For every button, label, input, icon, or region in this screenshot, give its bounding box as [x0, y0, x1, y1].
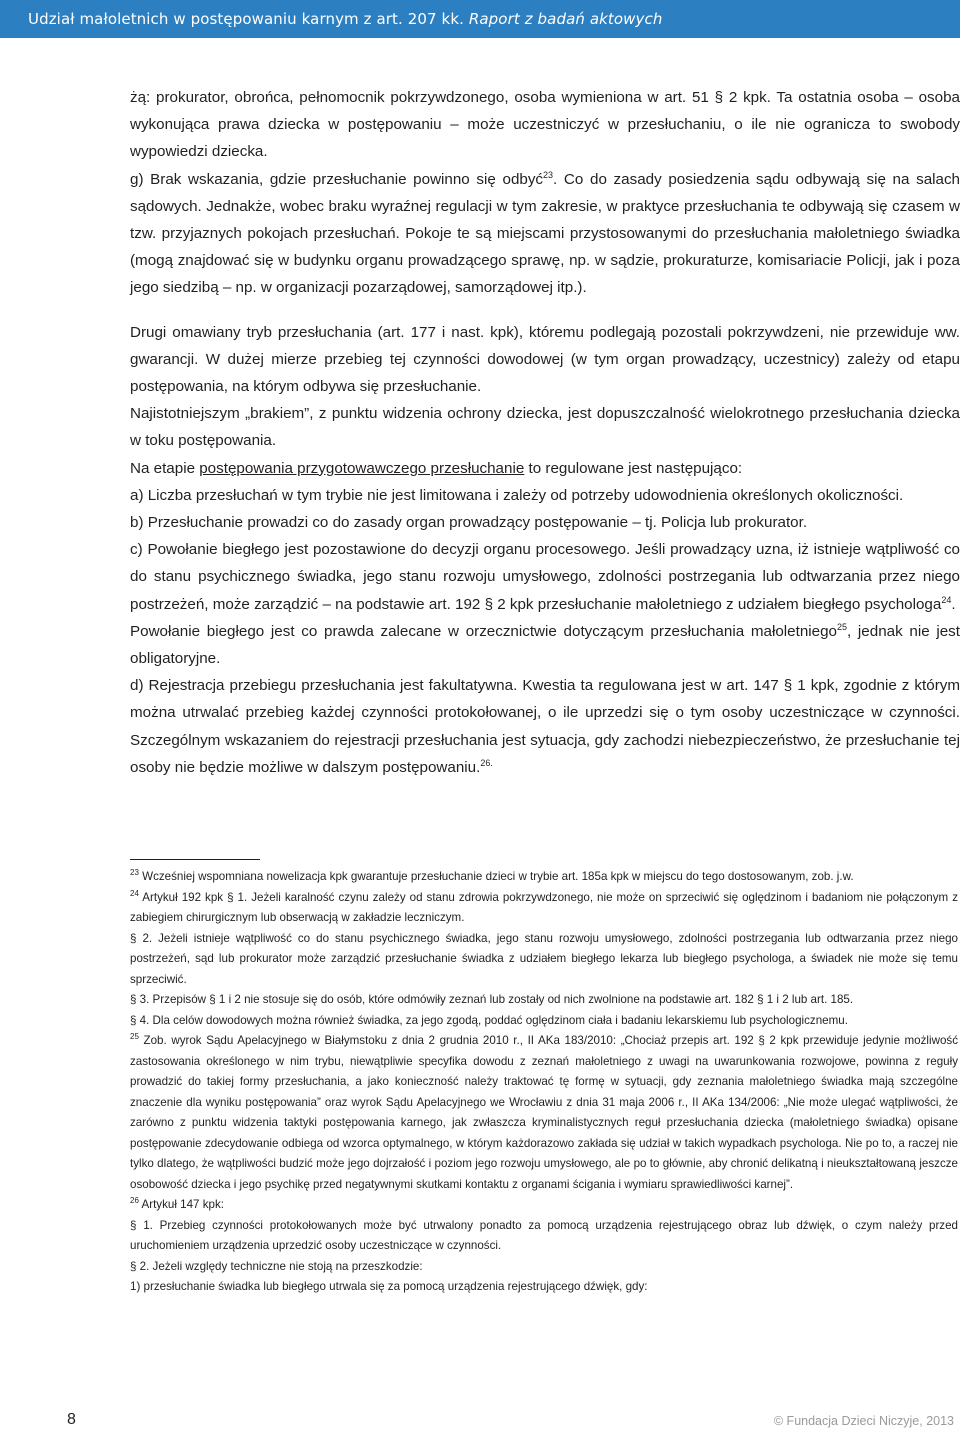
footnote: $^{23}$ Wcześniej wspomniana nowelizacja kpk gwarantuje przesłuchanie dzieci w trybie art. 185a kpk w miejscu do tego dostosowanym, zob. j.w. [130, 868, 854, 883]
footnote-separator [130, 859, 260, 860]
paragraph: Na etapie postępowania przygotowawczego przesłuchanie to regulowane jest następująco: [130, 459, 743, 477]
footnotes [130, 867, 958, 1298]
footnote-ref: 24 [941, 594, 952, 605]
header-title-italic: Raport z badań aktowych [468, 10, 663, 28]
footnote: $^{26}$ Artykuł 147 kpk: [130, 1196, 224, 1211]
footnote: $^{24}$ Artykuł 192 kpk § 1. Jeżeli karalność czynu zależy od stanu zdrowia pokrzywdzonego, nie może on sprzeciwić się oględzinom i badaniom nie połączonym z zabiegiem chirurgicznym lub obserwacją w zakładzie leczniczym. [130, 888, 958, 924]
main-text [130, 84, 960, 781]
footnote: § 4. Dla celów dowodowych można również świadka, za jego zgodą, poddać oględzinom ciała i badaniu lekarskiemu lub psychologicznemu. [130, 1013, 848, 1027]
paragraph: Drugi omawiany tryb przesłuchania (art. 177 i nast. kpk), któremu podlegają pozostali pokrzywdzeni, nie przewiduje ww. gwarancji. W dużej mierze przebieg tej czynności dowodowej (w tym organ prowadzący, uczestnicy) zależy od etapu postępowania, na którym odbywa się przesłuchanie. [130, 323, 960, 396]
footnote: § 3. Przepisów § 1 i 2 nie stosuje się do osób, które odmówiły zeznań lub zostały od nich zwolnione na podstawie art. 182 § 1 i 2 lub art. 185. [130, 993, 854, 1006]
paragraph: d) Rejestracja przebiegu przesłuchania jest fakultatywna. Kwestia ta regulowana jest w art. 147 § 1 kpk, zgodnie z którym można utrwalać przebieg każdej czynności protokołowanej, o ile uprzedzi się o tym osoby uczestniczące w czynności. Szczególnym wskazaniem do rejestracji przesłuchania jest sytuacja, gdy zachodzi niebezpieczeństwo, że przesłuchanie tej osoby nie będzie możliwe w dalszym postępowaniu.$^{26.}$ [130, 677, 960, 776]
header-title-plain: Udział małoletnich w postępowaniu karnym z art. 207 kk. [28, 10, 469, 28]
paragraph: a) Liczba przesłuchań w tym trybie nie jest limitowana i zależy od potrzeby udowodnienia określonych okoliczności. [130, 486, 904, 504]
paragraph: Najistotniejszym „brakiem”, z punktu widzenia ochrony dziecka, jest dopuszczalność wielokrotnego przesłuchania dziecka w toku postępowania. [130, 405, 960, 450]
footnote-ref: 26. [480, 757, 493, 768]
footnote-ref: 25 [836, 621, 847, 632]
underlined-text: postępowania przygotowawczego przesłuchanie [199, 459, 525, 477]
footnote: § 1. Przebieg czynności protokołowanych może być utrwalony ponadto za pomocą urządzenia rejestrującego obraz lub dźwięk, o czym należy przed uruchomieniem urządzenia uprzedzić osoby uczestniczące w czynności. [130, 1218, 958, 1252]
header-title [28, 10, 662, 28]
page-number: 8 [67, 1411, 76, 1428]
footnote-ref: 23 [543, 169, 554, 180]
paragraph: g) Brak wskazania, gdzie przesłuchanie powinno się odbyć$^{23}$. Co do zasady posiedzenia sądu odbywają się na salach sądowych. Jednakże, wobec braku wyraźnej regulacji w tym zakresie, w praktyce przesłuchania te odbywają się czasem w tzw. przyjaznych pokojach przesłuchań. Pokoje te są miejscami przystosowanymi do przesłuchania małoletniego świadka (mogą znajdować się w budynku organu prowadzącego sprawę, np. w sądzie, prokuraturze, komisariacie Policji, jak i poza jego siedzibą – np. w organizacji pozarządowej, samorządowej itp.). [130, 169, 960, 297]
footnote: $^{25}$ Zob. wyrok Sądu Apelacyjnego w Białymstoku z dnia 2 grudnia 2010 r., II AKa 183/2010: „Chociaż przepis art. 192 § 2 kpk przewiduje jedynie możliwość zastosowania określonego w nim trybu, niewątpliwie specyfika dowodu z zeznań małoletniego z uwagi na uwarunkowania rozwojowe, powinna z reguły prowadzić do takiej formy przesłuchania, a jako konieczność należy traktować tę formę w sytuacji, gdy zeznania małoletniego świadka mają szczególne znaczenie dla wyniku postępowania” oraz wyrok Sądu Apelacyjnego we Wrocławiu z dnia 31 maja 2006 r., II AKa 134/2006: „Nie może ulegać wątpliwości, że zarówno z punktu widzenia taktyki postępowania karnego, jak zwłaszcza kryminalistycznych reguł przesłuchania dziecka (małoletniego świadka) opisane postępowanie zdecydowanie odbiega od wzorca optymalnego, w którym każdorazowo zakłada się udział w takich wypadkach psychologa. Nie po to, a raczej nie tylko dlatego, że wątpliwości budzić może jego dojrzałość i poziom jego rozwoju umysłowego, ale po to głównie, aby chronić delikatną i nieukształtowaną jeszcze osobowość dziecka i jego psychikę przed negatywnymi skutkami kontaktu z organami ścigania i wymiaru sprawiedliwości karnej”. [130, 1032, 958, 1191]
paragraph: c) Powołanie biegłego jest pozostawione do decyzji organu procesowego. Jeśli prowadzący uzna, iż istnieje wątpliwość co do stanu psychicznego świadka, jego stanu rozwoju umysłowego, zdolności postrzegania lub odtwarzania przez niego postrzeżeń, może zarządzić – na podstawie art. 192 § 2 kpk przesłuchanie małoletniego z udziałem biegłego psychologa$^{24}$. [130, 541, 960, 613]
paragraph: b) Przesłuchanie prowadzi co do zasady organ prowadzący postępowanie – tj. Policja lub prokurator. [130, 514, 808, 532]
footnote: 1) przesłuchanie świadka lub biegłego utrwala się za pomocą urządzenia rejestrującego dźwięk, gdy: [130, 1280, 648, 1293]
paragraph: Powołanie biegłego jest co prawda zalecane w orzecznictwie dotyczącym przesłuchania małoletniego$^{25}$, jednak nie jest obligatoryjne. [130, 621, 960, 668]
copyright-notice: © Fundacja Dzieci Niczyje, 2013 [773, 1414, 954, 1428]
footnote: § 2. Jeżeli istnieje wątpliwość co do stanu psychicznego świadka, jego stanu rozwoju umysłowego, zdolności postrzegania lub odtwarzania przez niego postrzeżeń, sąd lub prokurator może zarządzić przesłuchanie świadka z udziałem biegłego lekarza lub biegłego psychologa, a świadek nie może się temu sprzeciwić. [130, 931, 958, 986]
paragraph: żą: prokurator, obrońca, pełnomocnik pokrzywdzonego, osoba wymieniona w art. 51 § 2 kpk. Ta ostatnia osoba – osoba wykonująca prawa dziecka w postępowaniu – może uczestniczyć w przesłuchaniu, o ile nie ogranicza to swobody wypowiedzi dziecka. [130, 89, 960, 161]
footnote: § 2. Jeżeli względy techniczne nie stoją na przeszkodzie: [130, 1259, 423, 1273]
page-header [0, 0, 960, 38]
